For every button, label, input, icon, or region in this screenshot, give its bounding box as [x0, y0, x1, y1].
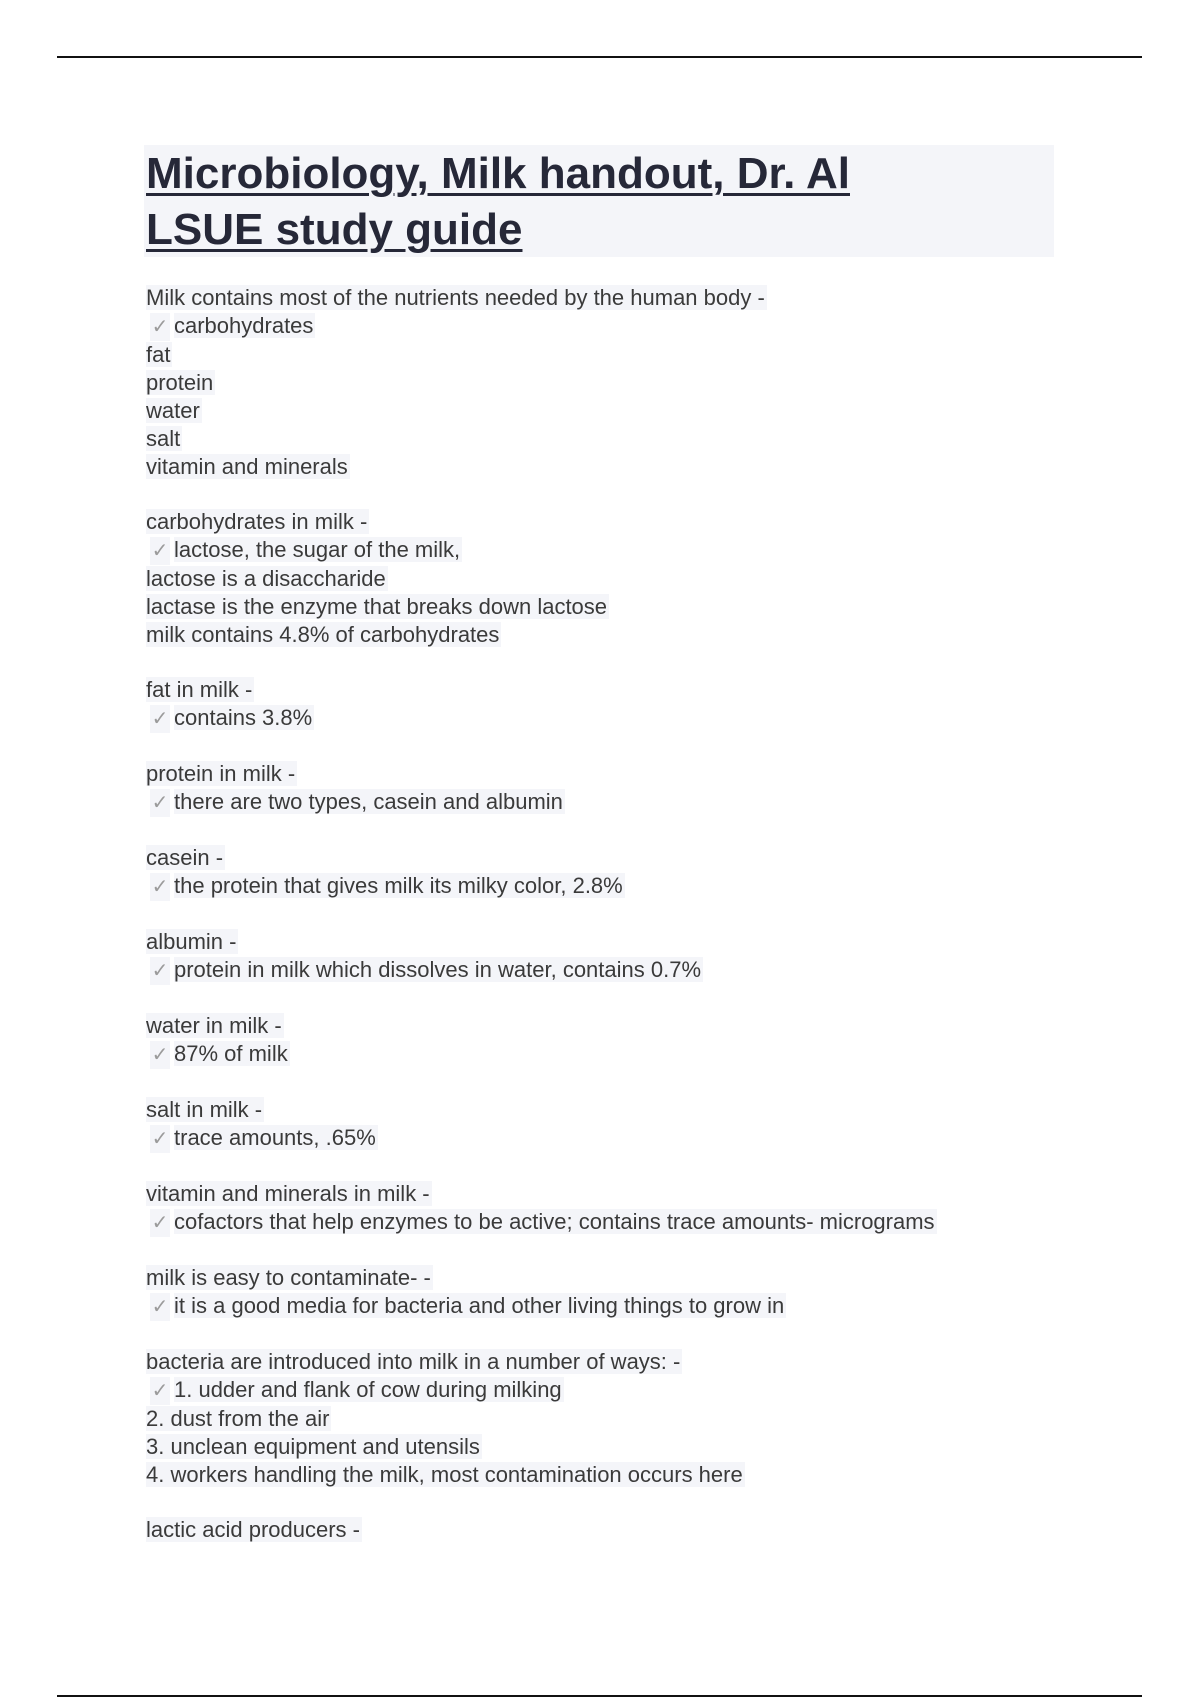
answer-text: protein in milk which dissolves in water, contains 0.7%: [174, 957, 702, 982]
answer-line: [146, 341, 1046, 369]
check-icon: ✓: [150, 1377, 170, 1405]
answer-line: [146, 788, 1046, 817]
flashcard-list: [146, 284, 1046, 1571]
check-icon: ✓: [150, 537, 170, 565]
flashcard-term: [146, 1516, 1046, 1544]
flashcard-term: [146, 1264, 1046, 1292]
answer-text: it is a good media for bacteria and other living things to grow in: [174, 1293, 785, 1318]
answer-text: there are two types, casein and albumin: [174, 789, 563, 814]
answer-text: lactose is a disaccharide: [146, 566, 386, 591]
check-icon: ✓: [150, 1041, 170, 1069]
answer-line: [146, 453, 1046, 481]
answer-text: water: [146, 398, 200, 423]
check-icon: ✓: [150, 873, 170, 901]
answer-line: [146, 1405, 1046, 1433]
answer-line: [146, 312, 1046, 341]
term-text: vitamin and minerals in milk -: [146, 1181, 430, 1206]
flashcard-term: [146, 508, 1046, 536]
check-icon: ✓: [150, 1125, 170, 1153]
term-text: casein -: [146, 845, 224, 870]
term-text: protein in milk -: [146, 761, 296, 786]
flashcard-term: [146, 928, 1046, 956]
term-text: lactic acid producers -: [146, 1517, 360, 1542]
answer-text: fat: [146, 342, 171, 367]
flashcard: [146, 508, 1046, 649]
check-icon: ✓: [150, 789, 170, 817]
flashcard-term: [146, 284, 1046, 312]
flashcard-term: [146, 1180, 1046, 1208]
answer-line: [146, 397, 1046, 425]
flashcard: [146, 676, 1046, 733]
title-line-2: LSUE study guide: [146, 205, 523, 254]
check-icon: ✓: [150, 1209, 170, 1237]
top-rule: [57, 56, 1142, 58]
answer-line: [146, 369, 1046, 397]
term-text: water in milk -: [146, 1013, 282, 1038]
answer-text: lactose, the sugar of the milk,: [174, 537, 461, 562]
answer-text: 2. dust from the air: [146, 1406, 330, 1431]
flashcard: [146, 1516, 1046, 1544]
answer-line: [146, 1124, 1046, 1153]
answer-text: salt: [146, 426, 181, 451]
flashcard-term: [146, 1012, 1046, 1040]
term-text: carbohydrates in milk -: [146, 509, 368, 534]
answer-line: [146, 1208, 1046, 1237]
answer-text: protein: [146, 370, 214, 395]
term-text: salt in milk -: [146, 1097, 263, 1122]
check-icon: ✓: [150, 957, 170, 985]
answer-text: the protein that gives milk its milky color, 2.8%: [174, 873, 623, 898]
term-text: bacteria are introduced into milk in a number of ways: -: [146, 1349, 681, 1374]
answer-line: [146, 1376, 1046, 1405]
term-text: albumin -: [146, 929, 237, 954]
check-icon: ✓: [150, 705, 170, 733]
flashcard-term: [146, 676, 1046, 704]
flashcard: [146, 1348, 1046, 1489]
answer-line: [146, 872, 1046, 901]
title-line-1: Microbiology, Milk handout, Dr. Al: [146, 149, 850, 198]
term-text: fat in milk -: [146, 677, 253, 702]
answer-line: [146, 536, 1046, 565]
answer-text: trace amounts, .65%: [174, 1125, 376, 1150]
answer-line: [146, 593, 1046, 621]
answer-line: [146, 956, 1046, 985]
flashcard-term: [146, 1096, 1046, 1124]
answer-text: contains 3.8%: [174, 705, 313, 730]
term-text: Milk contains most of the nutrients needed by the human body -: [146, 285, 765, 310]
answer-text: 4. workers handling the milk, most contamination occurs here: [146, 1462, 743, 1487]
answer-text: 87% of milk: [174, 1041, 288, 1066]
flashcard: [146, 284, 1046, 481]
answer-line: [146, 704, 1046, 733]
flashcard: [146, 844, 1046, 901]
answer-line: [146, 1433, 1046, 1461]
flashcard: [146, 1264, 1046, 1321]
answer-text: milk contains 4.8% of carbohydrates: [146, 622, 500, 647]
flashcard: [146, 1012, 1046, 1069]
flashcard-term: [146, 760, 1046, 788]
answer-line: [146, 1040, 1046, 1069]
flashcard: [146, 928, 1046, 985]
flashcard: [146, 1096, 1046, 1153]
answer-line: [146, 1461, 1046, 1489]
answer-text: cofactors that help enzymes to be active; contains trace amounts- micrograms: [174, 1209, 935, 1234]
answer-text: 3. unclean equipment and utensils: [146, 1434, 480, 1459]
answer-text: lactase is the enzyme that breaks down lactose: [146, 594, 608, 619]
answer-text: vitamin and minerals: [146, 454, 348, 479]
flashcard: [146, 760, 1046, 817]
page-title: [146, 146, 1046, 258]
bottom-rule: [57, 1695, 1142, 1697]
answer-line: [146, 565, 1046, 593]
answer-line: [146, 425, 1046, 453]
answer-line: [146, 621, 1046, 649]
answer-line: [146, 1292, 1046, 1321]
flashcard-term: [146, 1348, 1046, 1376]
check-icon: ✓: [150, 313, 170, 341]
answer-text: carbohydrates: [174, 313, 314, 338]
flashcard-term: [146, 844, 1046, 872]
answer-text: 1. udder and flank of cow during milking: [174, 1377, 562, 1402]
check-icon: ✓: [150, 1293, 170, 1321]
flashcard: [146, 1180, 1046, 1237]
term-text: milk is easy to contaminate- -: [146, 1265, 431, 1290]
